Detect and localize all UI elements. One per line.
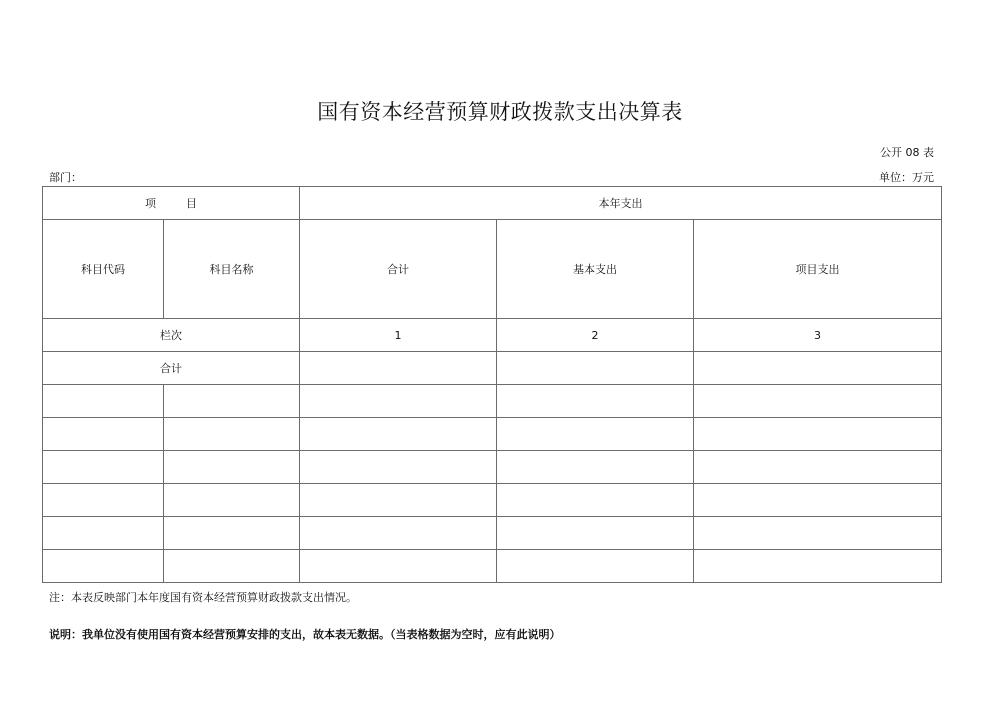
- table-cell: [497, 550, 694, 583]
- table-cell: [300, 550, 497, 583]
- table-cell: [300, 451, 497, 484]
- table-cell: [694, 550, 942, 583]
- table-cell: [43, 385, 164, 418]
- year-expense-header: 本年支出: [300, 187, 942, 220]
- header-row-1: [43, 187, 942, 220]
- project-expense-header: 项目支出: [694, 220, 942, 319]
- column-index-3: 3: [694, 319, 942, 352]
- column-index-label: 栏次: [43, 319, 300, 352]
- column-index-1: 1: [300, 319, 497, 352]
- explanation-text: 说明：我单位没有使用国有资本经营预算安排的支出，故本表无数据。（当表格数据为空时，应有此说明）: [49, 628, 561, 641]
- total-row-cell: [497, 352, 694, 385]
- table-cell: [497, 418, 694, 451]
- form-number: 公开 08 表: [880, 146, 934, 159]
- unit-label: 单位：万元: [879, 171, 934, 184]
- table-cell: [43, 451, 164, 484]
- table-cell: [164, 418, 300, 451]
- total-row-cell: [300, 352, 497, 385]
- table-cell: [497, 385, 694, 418]
- table-cell: [497, 451, 694, 484]
- table-cell: [164, 517, 300, 550]
- total-row: [43, 352, 942, 385]
- table-cell: [43, 550, 164, 583]
- subject-name-header: 科目名称: [164, 220, 300, 319]
- total-row-label: 合计: [43, 352, 300, 385]
- table-row: [43, 517, 942, 550]
- table-cell: [300, 484, 497, 517]
- total-header: 合计: [300, 220, 497, 319]
- report-title: 国有资本经营预算财政拨款支出决算表: [317, 100, 683, 124]
- column-index-2: 2: [497, 319, 694, 352]
- header-row-2: [43, 220, 942, 319]
- table-cell: [43, 418, 164, 451]
- table-cell: [694, 385, 942, 418]
- table-cell: [164, 451, 300, 484]
- department-label: 部门：: [49, 171, 82, 184]
- item-header-cell: [43, 187, 300, 220]
- table-row: [43, 418, 942, 451]
- item-header-label-2: 目: [186, 197, 197, 210]
- table-cell: [300, 418, 497, 451]
- table-row: [43, 484, 942, 517]
- table-cell: [694, 451, 942, 484]
- table-cell: [497, 484, 694, 517]
- table-cell: [694, 517, 942, 550]
- total-row-cell: [694, 352, 942, 385]
- item-header-label-1: 项: [145, 197, 156, 210]
- table-row: [43, 451, 942, 484]
- table-cell: [164, 550, 300, 583]
- table-cell: [300, 385, 497, 418]
- table-cell: [43, 484, 164, 517]
- column-index-row: [43, 319, 942, 352]
- subject-code-header: 科目代码: [43, 220, 164, 319]
- expenditure-table: [42, 186, 942, 583]
- table-cell: [300, 517, 497, 550]
- table-cell: [694, 484, 942, 517]
- table-cell: [164, 484, 300, 517]
- basic-expense-header: 基本支出: [497, 220, 694, 319]
- table-cell: [497, 517, 694, 550]
- table-row: [43, 385, 942, 418]
- table-cell: [43, 517, 164, 550]
- table-cell: [164, 385, 300, 418]
- table-row: [43, 550, 942, 583]
- table-note: 注：本表反映部门本年度国有资本经营预算财政拨款支出情况。: [49, 591, 357, 604]
- table-cell: [694, 418, 942, 451]
